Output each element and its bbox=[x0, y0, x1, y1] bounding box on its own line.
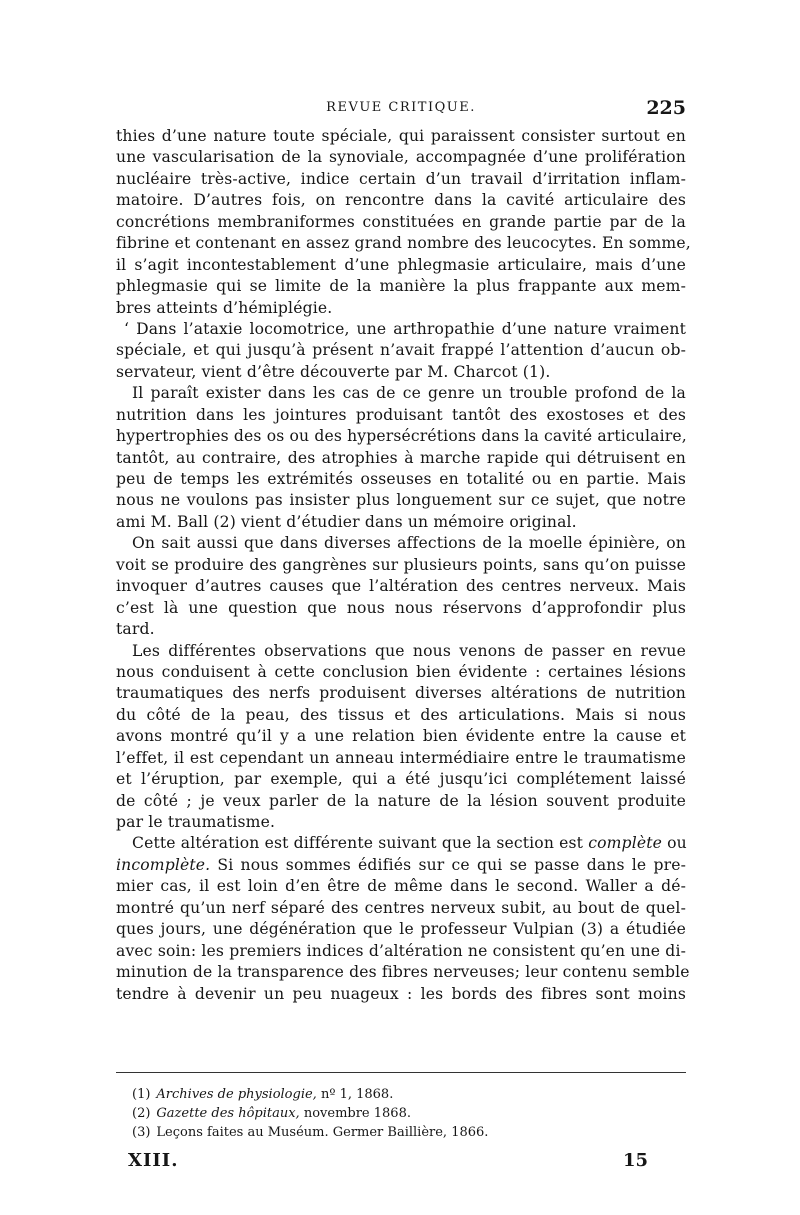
text-line: il s’agit incontestablement d’une phlegmasie articulaire, mais d’une bbox=[116, 255, 686, 274]
footnote-source: Gazette des hôpitaux, bbox=[156, 1106, 300, 1121]
text-line: tantôt, au contraire, des atrophies à marche rapide qui détruisent en bbox=[116, 448, 686, 467]
text-line: peu de temps les extrémités osseuses en totalité ou en partie. Mais bbox=[116, 470, 686, 488]
text-line: servateur, vient d’être découverte par M. Charcot (1). bbox=[116, 362, 551, 381]
italic-term: incomplète. bbox=[116, 855, 211, 874]
text-line: ques jours, une dégénération que le professeur Vulpian (3) a étudiée bbox=[116, 920, 686, 939]
text-line: mier cas, il est loin d’en être de même dans le second. Waller a dé- bbox=[116, 877, 686, 896]
text-line: une vascularisation de la synoviale, accompagnée d’une prolifération bbox=[116, 148, 686, 167]
text-line: thies d’une nature toute spéciale, qui paraissent consister surtout en bbox=[116, 127, 686, 145]
text-line: et l’éruption, par exemple, qui a été jusqu’ici complétement laissé bbox=[116, 770, 686, 789]
text-line: tendre à devenir un peu nuageux : les bords des fibres sont moins bbox=[116, 984, 686, 1003]
text-line: On sait aussi que dans diverses affections de la moelle épinière, on bbox=[132, 534, 686, 553]
text-line-content: Dans l’ataxie locomotrice, une arthropathie d’une nature vraiment bbox=[136, 319, 686, 338]
text-line: l’effet, il est cependant un anneau intermédiaire entre le traumatisme bbox=[116, 748, 686, 767]
volume-mark: XIII. bbox=[128, 1150, 179, 1171]
text-line: voit se produire des gangrènes sur plusieurs points, sans qu’on puisse bbox=[116, 555, 686, 574]
text-line: spéciale, et qui jusqu’à présent n’avait frappé l’attention d’aucun ob- bbox=[116, 341, 686, 360]
footnote-number: (1) bbox=[132, 1087, 151, 1102]
text-line: fibrine et contenant en assez grand nombre des leucocytes. En somme, bbox=[116, 234, 691, 253]
footnote bbox=[116, 1104, 686, 1123]
text-line: nucléaire très-active, indice certain d’un travail d’irritation inflam- bbox=[116, 169, 686, 188]
text-line: Il paraît exister dans les cas de ce genre un trouble profond de la bbox=[132, 384, 686, 403]
text-line: traumatiques des nerfs produisent diverses altérations de nutrition bbox=[116, 684, 686, 703]
footnote-detail: Leçons faites au Muséum. Germer Baillière, 1866. bbox=[156, 1125, 489, 1140]
printer-signature bbox=[128, 1150, 648, 1176]
text-line-content: Si nous sommes édifiés sur ce qui se passe dans le pre- bbox=[217, 855, 687, 874]
page-number: 225 bbox=[646, 97, 686, 119]
text-line-content: Cette altération est différente suivant que la section est bbox=[132, 834, 584, 853]
text-line: bres atteints d’hémiplégie. bbox=[116, 298, 333, 317]
text-line: invoquer d’autres causes que l’altération des centres nerveux. Mais bbox=[116, 577, 686, 596]
italic-term: complète bbox=[588, 834, 663, 853]
footnote-detail: nº 1, 1868. bbox=[320, 1087, 394, 1102]
text-line: tard. bbox=[116, 620, 155, 639]
sheet-number: 15 bbox=[622, 1150, 648, 1171]
footnote-number: (3) bbox=[132, 1125, 151, 1140]
text-line: phlegmasie qui se limite de la manière la plus frappante aux mem- bbox=[116, 277, 686, 296]
text-line-content: ou bbox=[667, 834, 687, 853]
text-line: concrétions membraniformes constituées en grande partie par de la bbox=[116, 212, 686, 231]
footnotes bbox=[116, 1085, 686, 1142]
text-line: hypertrophies des os ou des hypersécrétions dans la cavité articulaire, bbox=[116, 427, 687, 446]
text-line bbox=[116, 833, 686, 854]
text-line: minution de la transparence des fibres nerveuses; leur contenu semble bbox=[116, 963, 690, 982]
text-line: nous conduisent à cette conclusion bien évidente : certaines lésions bbox=[116, 662, 686, 681]
text-line: par le traumatisme. bbox=[116, 813, 276, 831]
text-line bbox=[116, 855, 686, 876]
text-line: avons montré qu’il y a une relation bien évidente entre la cause et bbox=[116, 727, 686, 746]
text-line bbox=[116, 319, 686, 340]
text-line: ami M. Ball (2) vient d’étudier dans un mémoire original. bbox=[116, 512, 577, 531]
footnote-divider bbox=[116, 1072, 686, 1073]
footnote bbox=[116, 1123, 686, 1142]
text-line: nutrition dans les jointures produisant tantôt des exostoses et des bbox=[116, 405, 686, 424]
footnote bbox=[116, 1085, 686, 1104]
text-line: c’est là une question que nous nous réservons d’approfondir plus bbox=[116, 598, 686, 617]
text-line: montré qu’un nerf séparé des centres nerveux subit, au bout de quel- bbox=[116, 898, 686, 917]
text-line: matoire. D’autres fois, on rencontre dans la cavité articulaire des bbox=[116, 191, 686, 210]
body-text bbox=[116, 126, 691, 1005]
text-line: de côté ; je veux parler de la nature de la lésion souvent produite bbox=[116, 791, 686, 810]
footnote-source: Archives de physiologie, bbox=[156, 1087, 317, 1102]
text-line: avec soin: les premiers indices d’altération ne consistent qu’en une di- bbox=[116, 941, 686, 960]
margin-mark: ‘ bbox=[124, 319, 130, 338]
running-head bbox=[116, 97, 686, 121]
text-line: du côté de la peau, des tissus et des articulations. Mais si nous bbox=[116, 705, 686, 724]
text-line: Les différentes observations que nous venons de passer en revue bbox=[132, 641, 686, 660]
footnote-detail: novembre 1868. bbox=[303, 1106, 411, 1121]
text-line: nous ne voulons pas insister plus longuement sur ce sujet, que notre bbox=[116, 491, 686, 510]
running-title: REVUE CRITIQUE. bbox=[326, 100, 476, 115]
footnote-number: (2) bbox=[132, 1106, 151, 1121]
